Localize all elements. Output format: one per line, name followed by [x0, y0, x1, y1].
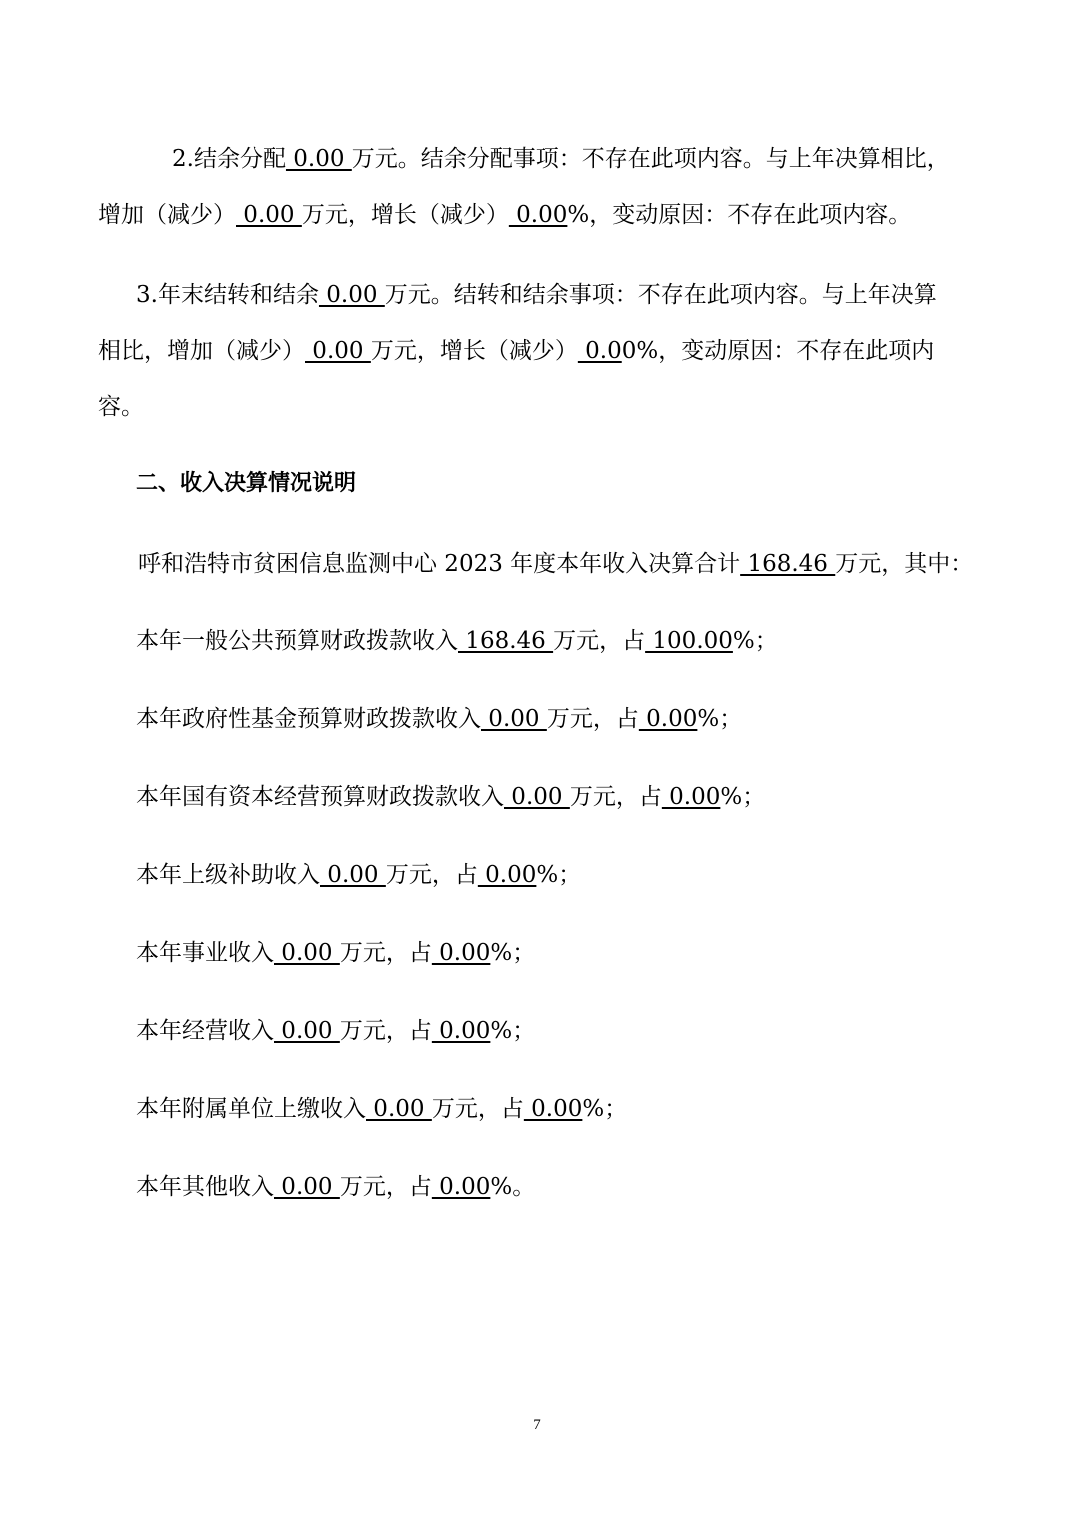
- item-amount: 0.00: [366, 1096, 432, 1122]
- income-item: [136, 1015, 535, 1047]
- income-item: [136, 937, 535, 969]
- item-amount: 168.46: [458, 628, 554, 654]
- item-percent: 0.00: [431, 1174, 491, 1200]
- item-unit: 万元，占: [569, 784, 662, 810]
- item-unit: 万元，占: [546, 706, 639, 732]
- item-percent: 0.00: [477, 862, 537, 888]
- item-suffix: %；: [536, 862, 582, 888]
- text: 3.年末结转和结余: [136, 282, 319, 308]
- value: 0.00: [508, 202, 568, 228]
- item-percent: 0.00: [638, 706, 698, 732]
- income-item: [136, 781, 765, 813]
- income-item: [136, 1093, 627, 1125]
- item-amount: 0.00: [320, 862, 386, 888]
- item-label: 本年附属单位上缴收入: [136, 1096, 366, 1122]
- value: 0.00: [285, 146, 352, 172]
- item-suffix: %；: [490, 940, 536, 966]
- item-label: 本年事业收入: [136, 940, 274, 966]
- paragraph-2-line-1: [172, 143, 950, 175]
- item-label: 本年政府性基金预算财政拨款收入: [136, 706, 481, 732]
- text: 相比，增加（减少）: [98, 338, 305, 364]
- text: 万元，其中：: [835, 551, 974, 577]
- paragraph-3-line-3: [98, 391, 144, 423]
- item-unit: 万元，占: [339, 1174, 432, 1200]
- text: 容。: [98, 394, 144, 420]
- paragraph-3-line-2: [98, 335, 934, 367]
- income-intro-line: [138, 548, 973, 580]
- paragraph-2-line-2: [98, 199, 911, 231]
- item-unit: 万元，占: [431, 1096, 524, 1122]
- item-label: 本年国有资本经营预算财政拨款收入: [136, 784, 504, 810]
- value: 0.00: [236, 202, 302, 228]
- item-percent: 0.00: [523, 1096, 583, 1122]
- value: 0.00: [318, 282, 385, 308]
- item-suffix: %。: [490, 1174, 536, 1200]
- item-label: 本年上级补助收入: [136, 862, 320, 888]
- value: 0.0: [577, 338, 622, 364]
- text: 万元。结转和结余事项：不存在此项内容。与上年决算: [384, 282, 937, 308]
- page-number: 7: [533, 1417, 541, 1433]
- item-percent: 0.00: [431, 940, 491, 966]
- income-item: [136, 625, 778, 657]
- text: 0%，变动原因：不存在此项内: [621, 338, 935, 364]
- item-percent: 100.00: [645, 628, 733, 654]
- text: 万元，增长（减少）: [370, 338, 578, 364]
- item-amount: 0.00: [504, 784, 570, 810]
- income-item: [136, 859, 581, 891]
- item-amount: 0.00: [274, 1018, 340, 1044]
- value: 0.00: [305, 338, 371, 364]
- text: %，变动原因：不存在此项内容。: [567, 202, 912, 228]
- value: 168.46: [740, 551, 836, 577]
- item-unit: 万元，占: [553, 628, 646, 654]
- item-amount: 0.00: [274, 1174, 340, 1200]
- text: 呼和浩特市贫困信息监测中心 2023 年度本年收入决算合计: [138, 551, 741, 577]
- text: 万元，增长（减少）: [301, 202, 509, 228]
- item-suffix: %；: [732, 628, 778, 654]
- text: 2.结余分配: [172, 146, 286, 172]
- item-label: 本年其他收入: [136, 1174, 274, 1200]
- income-item: [136, 1171, 535, 1203]
- item-suffix: %；: [697, 706, 743, 732]
- item-suffix: %；: [720, 784, 766, 810]
- item-percent: 0.00: [431, 1018, 491, 1044]
- item-label: 本年一般公共预算财政拨款收入: [136, 628, 458, 654]
- item-unit: 万元，占: [339, 940, 432, 966]
- item-unit: 万元，占: [339, 1018, 432, 1044]
- text: 万元。结余分配事项：不存在此项内容。与上年决算相比，: [351, 146, 950, 172]
- item-suffix: %；: [490, 1018, 536, 1044]
- item-unit: 万元，占: [385, 862, 478, 888]
- item-amount: 0.00: [274, 940, 340, 966]
- item-suffix: %；: [582, 1096, 628, 1122]
- paragraph-3-line-1: [136, 279, 937, 311]
- text: 增加（减少）: [98, 202, 236, 228]
- item-label: 本年经营收入: [136, 1018, 274, 1044]
- income-item: [136, 703, 742, 735]
- item-amount: 0.00: [481, 706, 547, 732]
- item-percent: 0.00: [661, 784, 721, 810]
- section-heading: 二、收入决算情况说明: [136, 471, 357, 496]
